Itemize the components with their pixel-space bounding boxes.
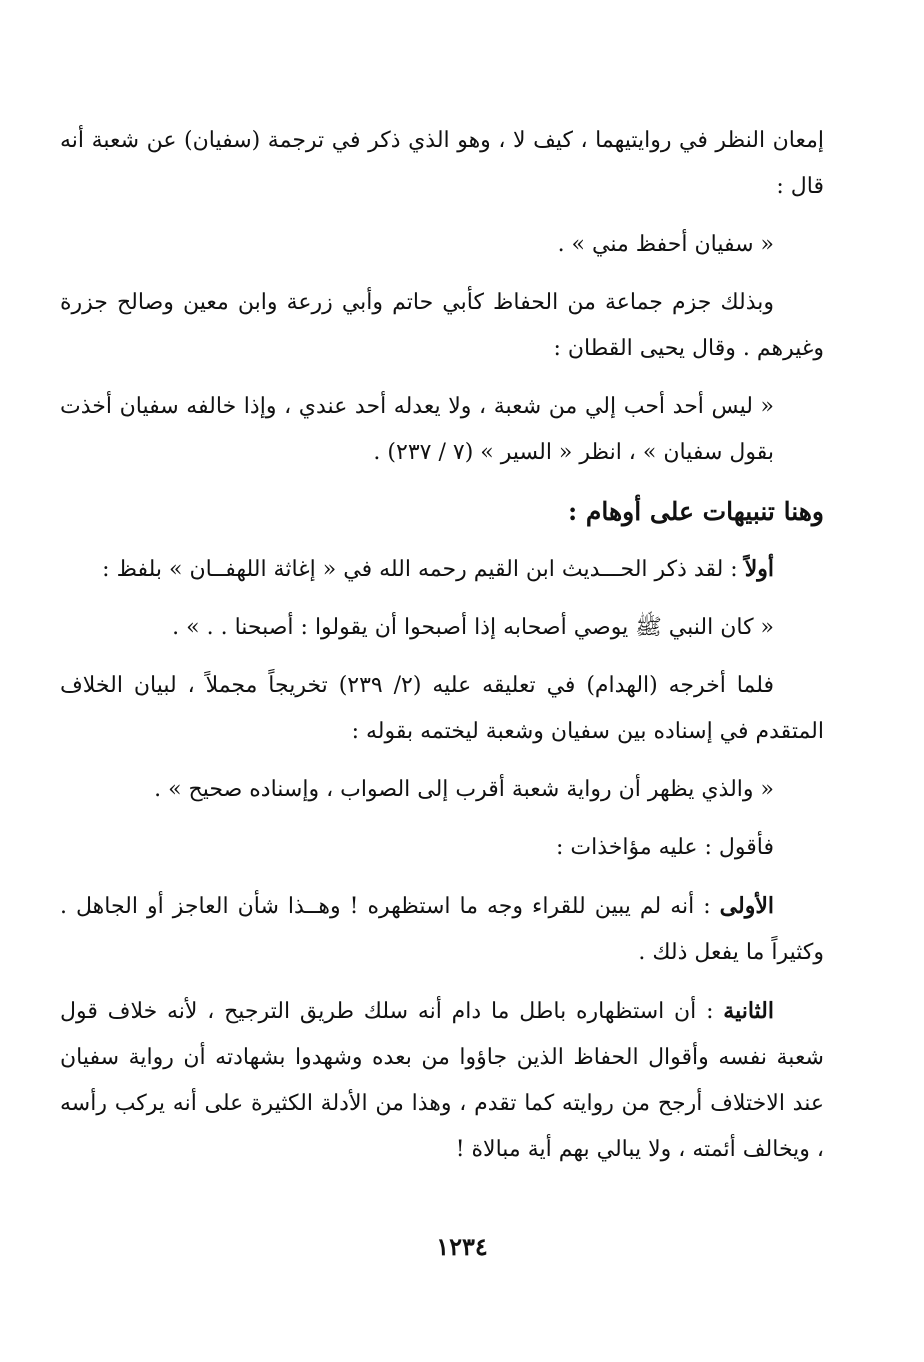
quote-2: « ليس أحد أحب إلي من شعبة ، ولا يعدله أحد عندي ، وإذا خالفه سفيان أخذت بقول سفيان » ، انظر « السير » (٧ / ٢٣٧) . [60, 394, 774, 465]
paragraph-7 [60, 988, 824, 1173]
paragraph-2: وبذلك جزم جماعة من الحفاظ كأبي حاتم وأبي زرعة وابن معين وصالح جزرة وغيرهم . وقال يحيى القطان : [60, 290, 824, 361]
section-heading: وهنا تنبيهات على أوهام : [567, 497, 824, 526]
quote-3: « كان النبي ﷺ يوصي أصحابه إذا أصبحوا أن يقولوا : أصبحنا . . » . [172, 615, 774, 640]
paragraph-7-lead: الثانية [723, 998, 774, 1024]
quote-4: « والذي يظهر أن رواية شعبة أقرب إلى الصواب ، وإسناده صحيح » . [154, 777, 774, 802]
paragraph-3-text: : لقد ذكر الحـــديث ابن القيم رحمه الله في « إغاثة اللهفــان » بلفظ : [102, 557, 745, 582]
paragraph-3-lead: أولاً [744, 556, 774, 582]
paragraph-6-text: : أنه لم يبين للقراء وجه ما استظهره ! وهــذا شأن العاجز أو الجاهل . وكثيراً ما يفعل ذلك . [60, 894, 824, 965]
paragraph-3 [60, 546, 824, 593]
paragraph-7-text: : أن استظهاره باطل ما دام أنه سلك طريق الترجيح ، لأنه خلاف قول شعبة نفسه وأقوال الحفاظ الذين جاؤوا من بعده وشهدوا بشهادته أن رواية سفيان عند الاختلاف أرجح من روايته كما تقدم ، وهذا من الأدلة الكثيرة على أنه يركب رأسه ، ويخالف أئمته ، ولا يبالي بهم أية مبالاة ! [60, 999, 824, 1162]
page-number: ١٢٣٤ [436, 1232, 488, 1261]
quote-1: « سفيان أحفظ مني » . [557, 232, 774, 257]
page-body [60, 118, 824, 1185]
paragraph-6 [60, 883, 824, 976]
paragraph-1: إمعان النظر في روايتيهما ، كيف لا ، وهو الذي ذكر في ترجمة (سفيان) عن شعبة أنه قال : [60, 128, 824, 199]
paragraph-6-lead: الأولى [719, 893, 774, 919]
paragraph-4: فلما أخرجه (الهدام) في تعليقه عليه (٢/ ٢٣٩) تخريجاً مجملاً ، لبيان الخلاف المتقدم في إسناده بين سفيان وشعبة ليختمه بقوله : [60, 673, 824, 744]
paragraph-5: فأقول : عليه مؤاخذات : [556, 835, 774, 860]
